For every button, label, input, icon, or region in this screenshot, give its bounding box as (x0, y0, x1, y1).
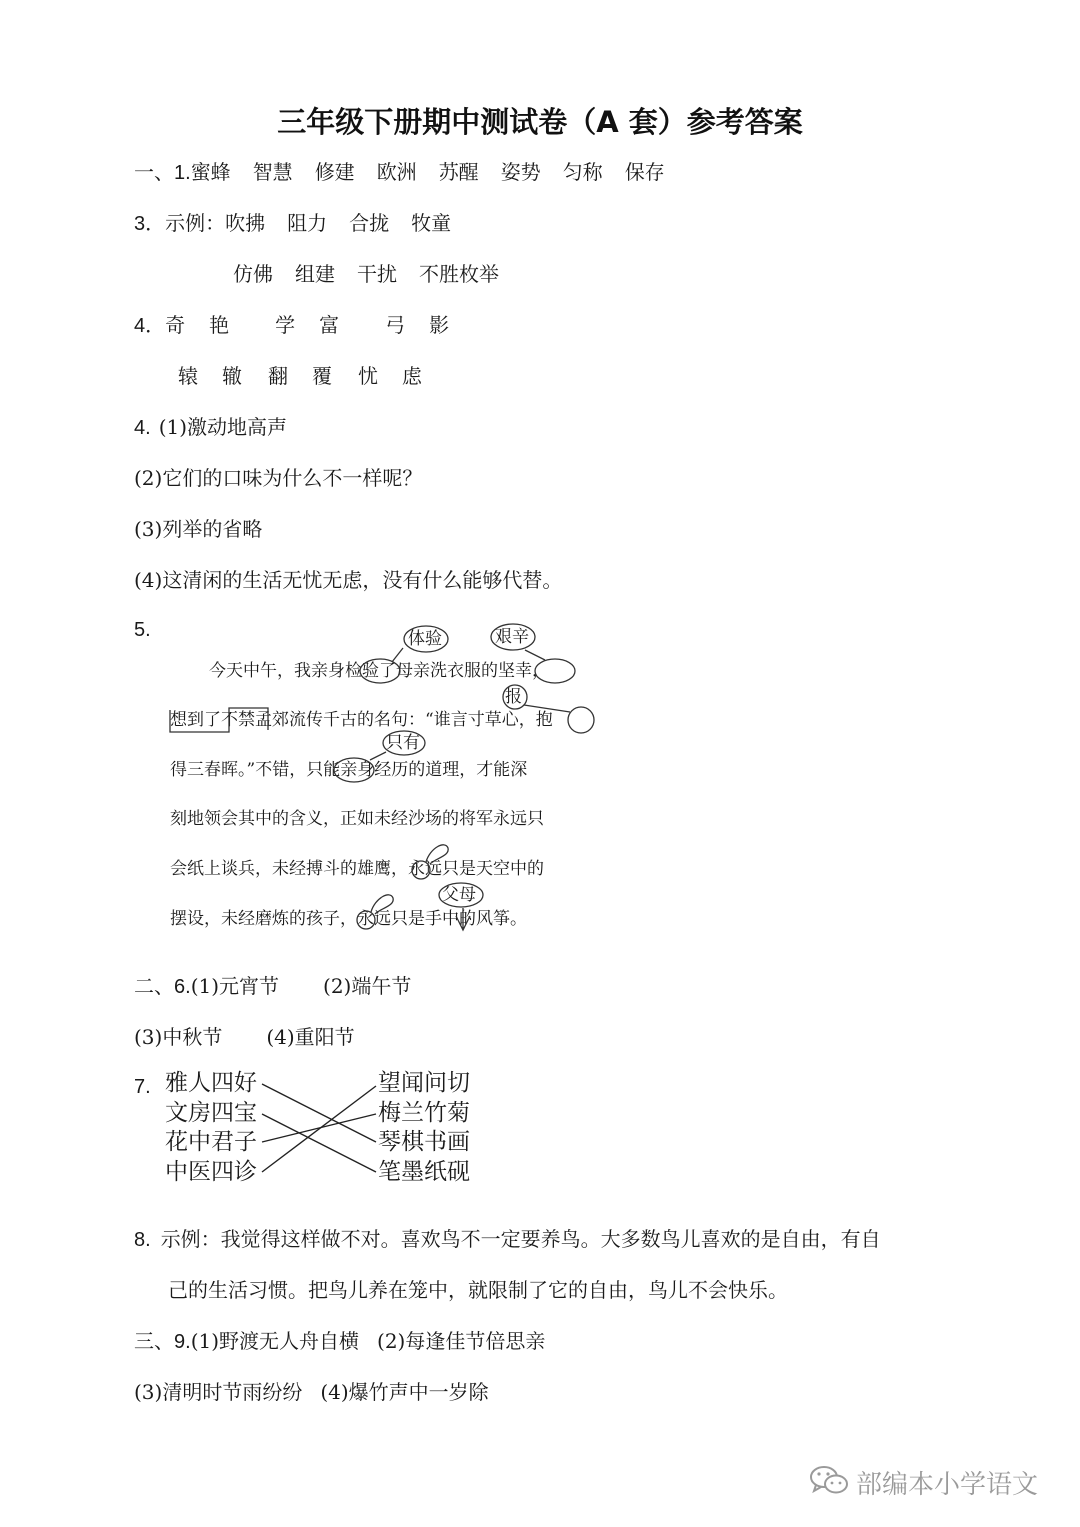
q7-left-item: 中医四诊 (165, 1159, 257, 1185)
correction-word: 艰辛 (495, 627, 529, 647)
q4b-answer-2: (2)它们的口味为什么不一样呢？ (134, 466, 423, 490)
q4b-answer-3: (3)列举的省略 (134, 517, 263, 541)
q6-answer: (1)元宵节 (190, 974, 280, 998)
q7-right-item: 望闻问切 (378, 1070, 470, 1096)
q5-passage-line: 今天中午，我亲身检验了母亲洗衣服的坚幸， (209, 661, 549, 681)
q1-word: 苏醒 (438, 160, 479, 184)
q7-right-item: 梅兰竹菊 (378, 1100, 470, 1126)
match-line (262, 1084, 376, 1142)
wechat-icon (808, 1462, 852, 1498)
q4-char: 虑 (402, 364, 422, 388)
correction-word: 父母 (442, 885, 476, 905)
q8-answer-line: 己的生活习惯。把鸟儿养在笼中，就限制了它的自由，鸟儿不会快乐。 (168, 1278, 788, 1302)
q1-word: 姿势 (500, 160, 541, 184)
q4-char: 辕 (178, 364, 198, 388)
q4-char: 影 (429, 313, 450, 337)
q7-number: 7. (134, 1076, 151, 1098)
q5-passage-line: 想到了不禁孟郊流传千古的名句：“谁言寸草心，抱 (170, 710, 553, 730)
q1-word: 蜜蜂 (190, 160, 231, 184)
match-line (262, 1086, 376, 1172)
section-one-label: 一、 (134, 160, 174, 184)
q9-answer: (1)野渡无人舟自横 (190, 1329, 360, 1353)
q4-char: 弓 (385, 313, 406, 337)
q7-left-item: 花中君子 (165, 1129, 257, 1155)
q3-number: 3． (134, 213, 166, 235)
q5-passage-line: 得三春晖。”不错，只能亲身经历的道理，才能深 (170, 760, 528, 780)
q1-word: 匀称 (562, 160, 603, 184)
q6-answer: (2)端午节 (323, 974, 412, 998)
q4-char: 忧 (358, 364, 378, 388)
q4-char: 富 (319, 313, 340, 337)
q4b-answer-1: (1)激动地高声 (158, 415, 288, 439)
q1-word: 保存 (624, 160, 665, 184)
q7-right-item: 笔墨纸砚 (378, 1159, 470, 1185)
q4b-answer-4: (4)这清闲的生活无忧无虑，没有什么能够代替。 (134, 568, 563, 592)
q9-answer: (3)清明时节雨纷纷 (134, 1380, 303, 1404)
q5-passage-line: 会纸上谈兵，未经搏斗的雄鹰，永远只是天空中的 (170, 859, 544, 879)
q3-word: 吹拂 (225, 211, 266, 235)
q3-lead: 示例： (165, 211, 226, 235)
q5-number: 5. (134, 619, 151, 641)
q4-char: 翻 (268, 364, 288, 388)
q8-row-1 (134, 1225, 881, 1254)
section-three-label: 三、 (134, 1329, 174, 1353)
q7-left-item: 文房四宝 (165, 1100, 257, 1126)
section-two-label: 二、 (134, 974, 174, 998)
q5-passage-line: 摆设，未经磨炼的孩子，永远只是手中的风筝。 (170, 909, 527, 929)
q9-answer: (4)爆竹声中一岁除 (320, 1380, 489, 1404)
q7-left-item: 雅人四好 (165, 1070, 257, 1096)
q9-row-2 (134, 1378, 489, 1406)
q4-char: 艳 (209, 313, 230, 337)
correction-word: 报 (505, 687, 522, 707)
q3-word: 组建 (295, 262, 335, 286)
q6-answer: (3)中秋节 (134, 1025, 223, 1049)
q1-word: 修建 (314, 160, 355, 184)
q4b-number: 4. (134, 417, 151, 439)
q3-word: 干扰 (357, 262, 397, 286)
q4-char: 奇 (165, 313, 186, 337)
q3-word: 合拢 (349, 211, 390, 235)
q4-number: 4． (134, 315, 166, 337)
q9-number: 9. (174, 1331, 191, 1353)
q4-char: 学 (275, 313, 296, 337)
q1-word: 智慧 (252, 160, 293, 184)
q5-passage-line: 刻地领会其中的含义，正如未经沙场的将军永远只 (170, 809, 544, 829)
q4-char: 覆 (312, 364, 332, 388)
q8-answer-line: 示例：我觉得这样做不对。喜欢鸟不一定要养鸟。大多数鸟儿喜欢的是自由，有自 (160, 1227, 881, 1251)
match-line (262, 1114, 376, 1172)
q3-word: 阻力 (287, 211, 328, 235)
q8-number: 8. (134, 1229, 151, 1251)
correction-word: 只有 (386, 733, 420, 753)
q1-number: 1. (174, 162, 191, 184)
q7-right-item: 琴棋书画 (378, 1129, 470, 1155)
watermark-text: 部编本小学语文 (856, 1470, 1039, 1500)
q3-word: 不胜枚举 (419, 262, 499, 286)
q4-char: 辙 (222, 364, 242, 388)
match-line (262, 1114, 376, 1142)
q3-word: 仿佛 (233, 262, 273, 286)
q6-number: 6. (174, 976, 191, 998)
page-title: 三年级下册期中测试卷（A 套）参考答案 (277, 105, 803, 139)
q6-answer: (4)重阳节 (266, 1025, 355, 1049)
correction-word: 体验 (408, 629, 442, 649)
q1-word: 欧洲 (376, 160, 417, 184)
q3-word: 牧童 (411, 211, 452, 235)
q9-answer: (2)每逢佳节倍思亲 (377, 1329, 546, 1353)
q9-row-1 (134, 1327, 545, 1356)
